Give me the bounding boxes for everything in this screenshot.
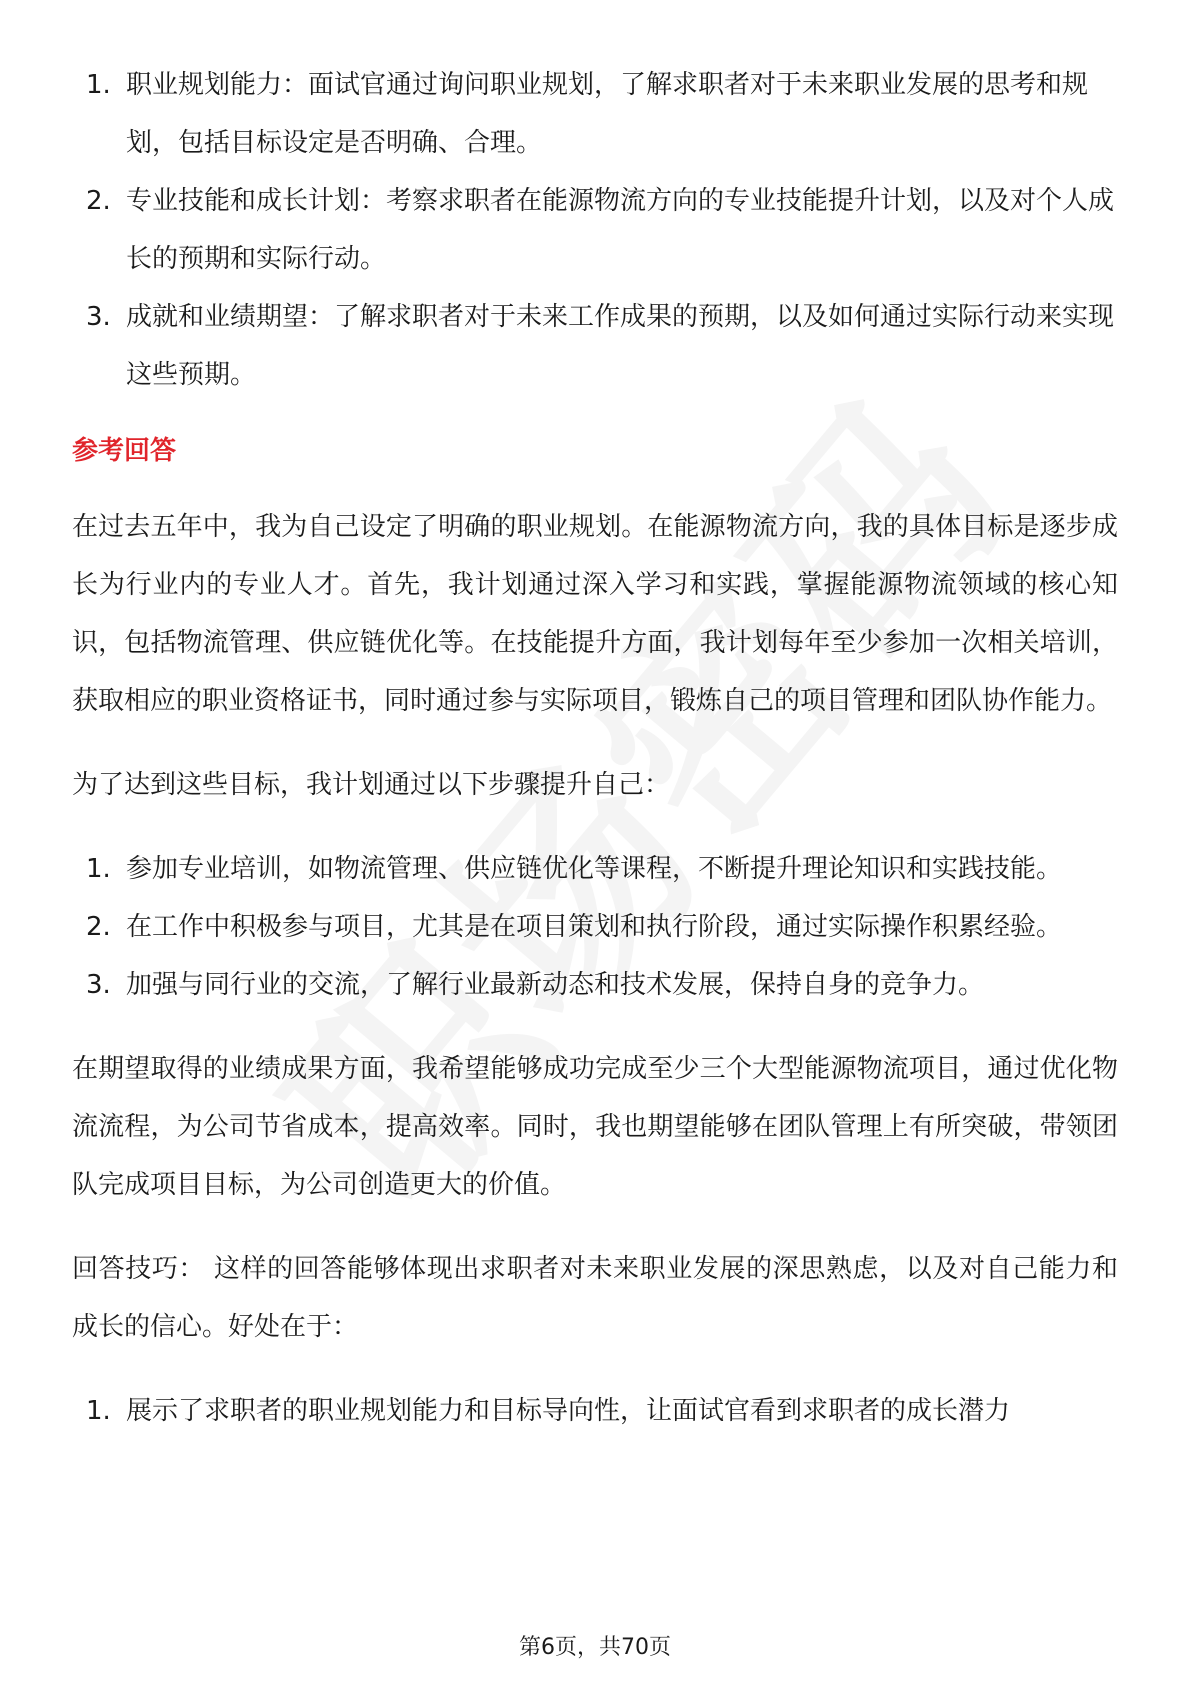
- list-number: 2.: [86, 912, 111, 942]
- answer-paragraph: 在过去五年中，我为自己设定了明确的职业规划。在能源物流方向，我的具体目标是逐步成长为行业内的专业人才。首先，我计划通过深入学习和实践，掌握能源物流领域的核心知识，包括物流管理、供应链优化等。在技能提升方面，我计划每年至少参加一次相关培训，获取相应的职业资格证书，同时通过参与实际项目，锻炼自己的项目管理和团队协作能力。: [72, 512, 1118, 716]
- tips-paragraph: 回答技巧： 这样的回答能够体现出求职者对未来职业发展的深思熟虑，以及对自己能力和成长的信心。好处在于：: [72, 1254, 1118, 1342]
- benefits-list: [72, 1382, 1118, 1440]
- steps-list: [72, 840, 1118, 1014]
- list-item-text: 加强与同行业的交流，了解行业最新动态和技术发展，保持自身的竞争力。: [126, 970, 985, 1000]
- list-number: 1.: [86, 70, 111, 100]
- list-item: [72, 172, 1118, 288]
- list-number: 1.: [86, 854, 111, 884]
- list-item: [72, 840, 1118, 898]
- list-number: 3.: [86, 970, 111, 1000]
- list-item-text: 职业规划能力：面试官通过询问职业规划，了解求职者对于未来职业发展的思考和规划，包括目标设定是否明确、合理。: [126, 70, 1089, 158]
- list-number: 2.: [86, 186, 111, 216]
- list-item: [72, 288, 1118, 404]
- list-item: [72, 56, 1118, 172]
- list-item: [72, 1382, 1118, 1440]
- list-number: 3.: [86, 302, 111, 332]
- list-item-text: 在工作中积极参与项目，尤其是在项目策划和执行阶段，通过实际操作积累经验。: [126, 912, 1063, 942]
- list-item-text: 展示了求职者的职业规划能力和目标导向性，让面试官看到求职者的成长潜力: [126, 1396, 1011, 1426]
- reference-answer-heading: 参考回答: [72, 436, 177, 466]
- list-item-text: 成就和业绩期望：了解求职者对于未来工作成果的预期，以及如何通过实际行动来实现这些预期。: [126, 302, 1115, 390]
- list-item-text: 专业技能和成长计划：考察求职者在能源物流方向的专业技能提升计划，以及对个人成长的预期和实际行动。: [126, 186, 1115, 274]
- list-number: 1.: [86, 1396, 111, 1426]
- answer-paragraph: 在期望取得的业绩成果方面，我希望能够成功完成至少三个大型能源物流项目，通过优化物流流程，为公司节省成本，提高效率。同时，我也期望能够在团队管理上有所突破，带领团队完成项目目标，为公司创造更大的价值。: [72, 1054, 1118, 1200]
- evaluation-points-list: [72, 56, 1118, 404]
- list-item-text: 参加专业培训，如物流管理、供应链优化等课程，不断提升理论知识和实践技能。: [126, 854, 1063, 884]
- document-page: [72, 56, 1118, 1440]
- list-item: [72, 956, 1118, 1014]
- page-number: 第6页，共70页: [519, 1635, 671, 1660]
- answer-paragraph: 为了达到这些目标，我计划通过以下步骤提升自己：: [72, 770, 671, 800]
- list-item: [72, 898, 1118, 956]
